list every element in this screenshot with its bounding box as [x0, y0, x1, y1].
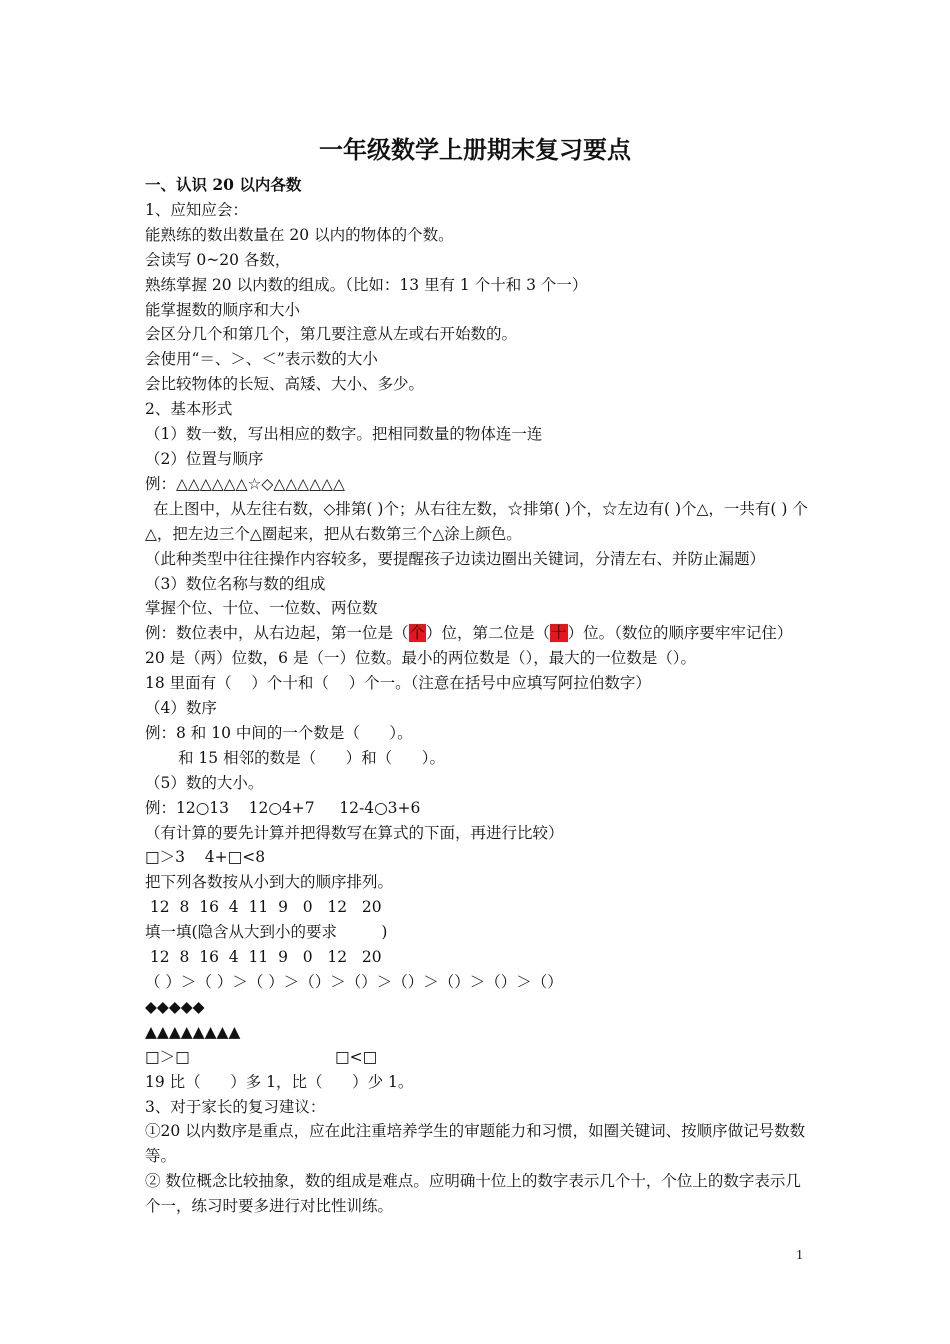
- text-line: 会区分几个和第几个，第几要注意从左或右开始数的。: [145, 325, 518, 344]
- form-5: （5）数的大小。: [145, 773, 264, 792]
- text-span: ）位。（数位的顺序要牢牢记住）: [567, 624, 793, 643]
- text-line: 18 里面有（ ）个十和（ ）个一。（注意在括号中应填写阿拉伯数字）: [145, 674, 651, 693]
- text-line: 会使用“＝、＞、＜”表示数的大小: [145, 350, 378, 369]
- text-line: 掌握个位、十位、一位数、两位数: [145, 599, 378, 618]
- text-span: ）位，第二位是（: [426, 624, 551, 643]
- text-line: 能掌握数的顺序和大小: [145, 300, 301, 319]
- page-number: 1: [796, 1248, 803, 1263]
- text-line: 能熟练的数出数量在 20 以内的物体的个数。: [145, 225, 454, 244]
- page-title: 一年级数学上册期末复习要点: [319, 135, 631, 164]
- note-line: （此种类型中往往操作内容较多，要提醒孩子边读边圈出关键词，分清左右、并防止漏题）: [145, 549, 766, 568]
- comparison-chain: （ ）＞（ ）＞（ ）＞（）＞（）＞（）＞（）＞（）＞（）: [145, 973, 563, 991]
- box-compare-less: □<□: [335, 1047, 378, 1066]
- highlight-tens: 十: [551, 624, 567, 643]
- note-line: （有计算的要先计算并把得数写在算式的下面，再进行比较）: [145, 823, 564, 842]
- document-body: [145, 173, 810, 1219]
- box-compare-row: [145, 1045, 810, 1070]
- text-span: 例：数位表中，从右边起，第一位是（: [145, 624, 409, 643]
- compare-example: 例：12○13 12○4+7 12-4○3+6: [145, 798, 421, 817]
- position-question: 在上图中，从左往右数，◇排第( )个；从右往左数，☆排第( )个，☆左边有( )个△，一共有( ) 个△，把左边三个△圈起来，把从右数第三个△涂上颜色。: [145, 499, 808, 543]
- text-line: 把下列各数按从小到大的顺序排列。: [145, 873, 394, 892]
- box-compare-greater: □＞□: [145, 1047, 190, 1066]
- number-list: 12 8 16 4 11 9 0 12 20: [145, 898, 382, 917]
- section-heading: 一、认识 20 以内各数: [145, 175, 302, 194]
- form-2: （2）位置与顺序: [145, 449, 264, 468]
- subheading-parent-advice: 3、对于家长的复习建议：: [145, 1097, 326, 1116]
- text-line: 和 15 相邻的数是（ ）和（ ）。: [178, 748, 445, 767]
- text-line: 熟练掌握 20 以内数的组成。（比如：13 里有 1 个十和 3 个一）: [145, 275, 588, 294]
- text-line: 20 是（两）位数，6 是（一）位数。最小的两位数是（），最大的一位数是（）。: [145, 649, 696, 668]
- digit-place-example: [145, 621, 810, 646]
- form-1: （1）数一数，写出相应的数字。把相同数量的物体连一连: [145, 425, 543, 444]
- text-line: 19 比（ ）多 1，比（ ）少 1。: [145, 1072, 414, 1091]
- example-shapes: 例：△△△△△△☆◇△△△△△△: [145, 474, 345, 493]
- form-4: （4）数序: [145, 699, 217, 718]
- advice-2: ② 数位概念比较抽象，数的组成是难点。应明确十位上的数字表示几个十，个位上的数字表示几个一，练习时要多进行对比性训练。: [145, 1172, 801, 1216]
- number-list: 12 8 16 4 11 9 0 12 20: [145, 948, 382, 967]
- diamond-shapes: ◆◆◆◆◆: [145, 997, 205, 1016]
- highlight-ones: 个: [409, 624, 426, 643]
- text-line: 会读写 0~20 各数，: [145, 250, 291, 269]
- advice-1: ①20 以内数序是重点，应在此注重培养学生的审题能力和习惯，如圈关键词、按顺序做记号数数等。: [145, 1122, 806, 1166]
- text-line: 例：8 和 10 中间的一个数是（ ）。: [145, 723, 413, 742]
- triangle-shapes: ▲▲▲▲▲▲▲▲: [145, 1022, 241, 1041]
- text-line: 填一填(隐含从大到小的要求 ): [145, 923, 388, 942]
- subheading-should-know: 1、应知应会：: [145, 200, 248, 219]
- subheading-basic-forms: 2、基本形式: [145, 400, 233, 419]
- box-inequality: □＞3 4+□<8: [145, 848, 266, 867]
- form-3: （3）数位名称与数的组成: [145, 574, 326, 593]
- text-line: 会比较物体的长短、高矮、大小、多少。: [145, 375, 425, 394]
